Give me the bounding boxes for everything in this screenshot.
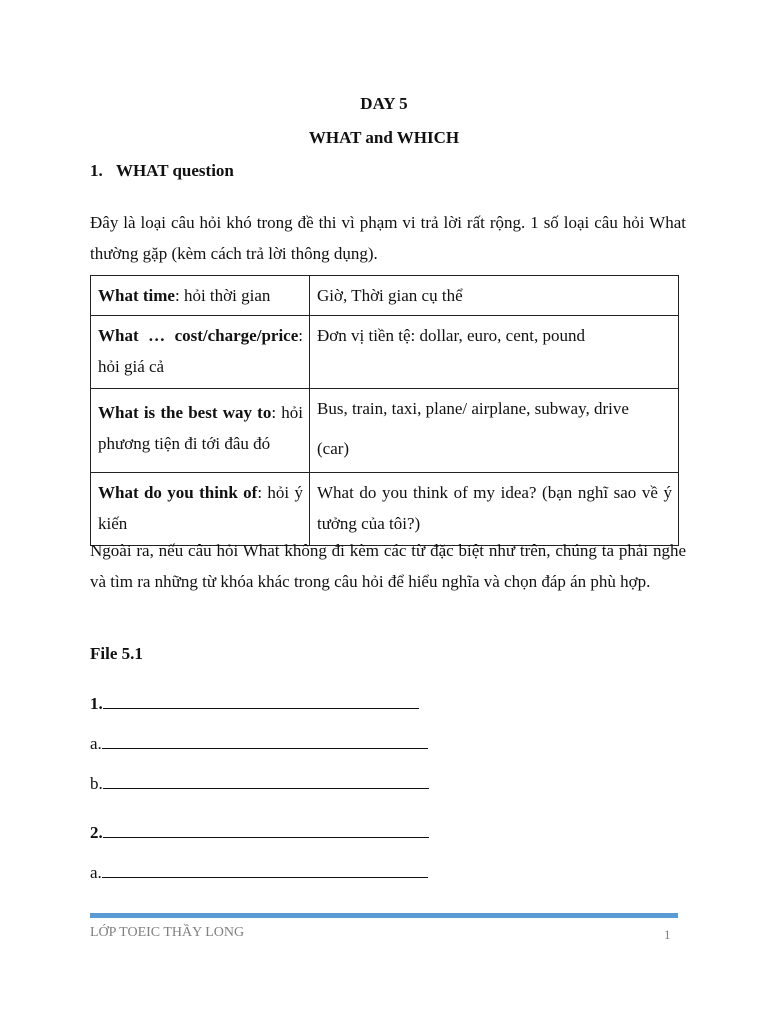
answer-text-continued: (car) (317, 439, 350, 458)
term-meaning: : hỏi ý kiến (98, 483, 303, 533)
answer-cell (310, 389, 679, 473)
option-letter: a. (90, 863, 102, 882)
footer-divider (90, 913, 678, 918)
question-number: 1. (90, 694, 103, 713)
question-number: 2. (90, 823, 103, 842)
option-a (90, 863, 428, 883)
page-title: DAY 5 (360, 94, 408, 113)
answer-text: Bus, train, taxi, plane/ airplane, subway, drive (317, 399, 629, 418)
term-label: What is the best way to (98, 403, 272, 422)
question-2 (90, 823, 429, 843)
option-letter: b. (90, 774, 103, 793)
answer-text: What do you think of my idea? (bạn nghĩ sao về ý tưởng của tôi?) (317, 483, 672, 533)
table-row (91, 276, 679, 316)
note-paragraph: Ngoài ra, nếu câu hỏi What không đi kèm các từ đặc biệt như trên, chúng ta phải nghe và tìm ra những từ khóa khác trong câu hỏi để hiểu nghĩa và chọn đáp án phù hợp. (90, 541, 686, 591)
term-label: What … cost/charge/price (98, 326, 299, 345)
what-question-table (90, 275, 679, 546)
answer-blank[interactable] (103, 694, 419, 709)
term-cell (91, 276, 310, 316)
section-title: WHAT question (115, 161, 234, 180)
section-heading (90, 161, 234, 181)
answer-cell (310, 276, 679, 316)
option-letter: a. (90, 734, 102, 753)
term-cell (91, 389, 310, 473)
file-label: File 5.1 (90, 644, 143, 663)
section-number: 1. (90, 161, 103, 180)
answer-blank[interactable] (103, 774, 429, 789)
term-meaning: : hỏi giá cả (98, 326, 303, 376)
term-label: What time (98, 286, 175, 305)
term-meaning: : hỏi thời gian (174, 286, 271, 305)
question-1 (90, 694, 419, 714)
intro-paragraph: Đây là loại câu hỏi khó trong đề thi vì phạm vi trả lời rất rộng. 1 số loại câu hỏi What thường gặp (kèm cách trả lời thông dụng). (90, 213, 686, 263)
table-row (91, 316, 679, 389)
page-subtitle: WHAT and WHICH (308, 128, 460, 147)
answer-blank[interactable] (102, 734, 428, 749)
answer-cell (310, 316, 679, 389)
answer-blank[interactable] (103, 823, 429, 838)
option-a (90, 734, 428, 754)
answer-text: Đơn vị tiền tệ: dollar, euro, cent, pound (317, 326, 585, 345)
footer-brand: LỚP TOEIC THẦY LONG (90, 925, 245, 940)
term-meaning: : hỏi phương tiện đi tới đâu đó (98, 403, 303, 453)
table-row (91, 389, 679, 473)
term-label: What do you think of (98, 483, 258, 502)
option-b (90, 774, 429, 794)
answer-blank[interactable] (102, 863, 428, 878)
page-number: 1 (664, 927, 671, 942)
answer-text: Giờ, Thời gian cụ thể (317, 286, 463, 305)
term-cell (91, 316, 310, 389)
